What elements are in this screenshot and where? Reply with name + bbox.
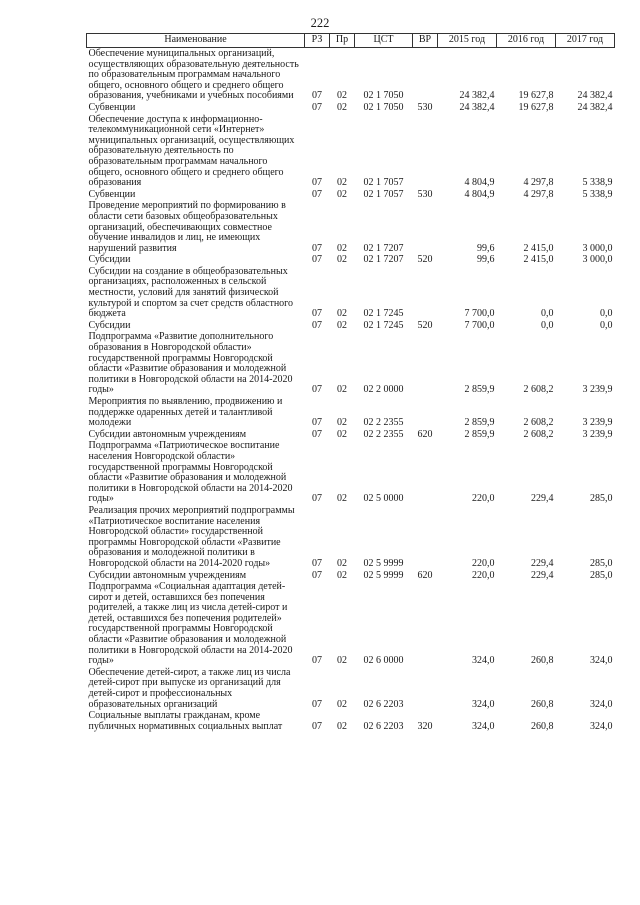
row-2017: 5 338,9 xyxy=(582,177,613,189)
table-row xyxy=(87,440,615,505)
row-2017: 324,0 xyxy=(590,655,613,667)
row-pr: 02 xyxy=(337,698,347,710)
row-2015: 220,0 xyxy=(472,493,495,505)
row-name: Обеспечение детей-сирот, а также лиц из числа детей-сирот при выпуске из организаций для детей-сирот и профессиональных образовательных организаций xyxy=(88,666,291,710)
row-2015: 99,6 xyxy=(477,242,495,254)
budget-table xyxy=(86,33,615,732)
page-number: 222 xyxy=(310,16,330,30)
row-rz: 07 xyxy=(312,557,322,569)
column-header-pr: Пр xyxy=(330,34,355,48)
column-header-2017: 2017 год xyxy=(556,34,615,48)
row-name: Субсидии автономным учреждениям xyxy=(88,569,247,581)
row-cst: 02 6 2203 xyxy=(363,720,404,732)
row-vr xyxy=(413,667,438,710)
column-header-cst: ЦСТ xyxy=(355,34,413,48)
row-2015: 2 859,9 xyxy=(464,384,495,396)
row-cst: 02 1 7245 xyxy=(363,308,404,320)
row-2015: 2 859,9 xyxy=(464,417,495,429)
row-rz: 07 xyxy=(312,188,322,200)
table-row xyxy=(87,570,615,582)
row-2015: 324,0 xyxy=(472,720,495,732)
row-2015: 2 859,9 xyxy=(464,428,495,440)
row-cst: 02 2 2355 xyxy=(363,417,404,429)
row-rz: 07 xyxy=(312,101,322,113)
row-cst: 02 5 9999 xyxy=(363,557,404,569)
row-name: Мероприятия по выявлению, продвижению и поддержке одаренных детей и талантливой молодежи xyxy=(88,396,283,429)
row-2016: 4 297,8 xyxy=(523,177,554,189)
row-rz: 07 xyxy=(312,428,322,440)
row-pr: 02 xyxy=(337,428,347,440)
row-rz: 07 xyxy=(312,319,322,331)
row-name: Обеспечение доступа к информационно-телекоммуникационной сети «Интернет» муниципальных организаций, осуществляющих образовательную деятельность по образовательным программам начального общего, основного общего и среднего общего образования xyxy=(88,113,295,189)
row-cst: 02 1 7245 xyxy=(363,319,404,331)
row-name: Субсидии xyxy=(88,319,131,331)
row-2017: 5 338,9 xyxy=(582,188,613,200)
row-2017: 0,0 xyxy=(600,308,613,320)
row-vr xyxy=(413,440,438,505)
row-2017: 3 239,9 xyxy=(582,428,613,440)
row-vr: 620 xyxy=(417,428,433,440)
column-header-name: Наименование xyxy=(87,34,305,48)
table-row xyxy=(87,189,615,201)
row-name: Субсидии xyxy=(88,254,131,266)
row-2017: 24 382,4 xyxy=(577,101,613,113)
row-2015: 220,0 xyxy=(472,557,495,569)
row-2016: 260,8 xyxy=(531,655,554,667)
row-vr xyxy=(413,331,438,396)
row-vr xyxy=(413,396,438,429)
row-2016: 0,0 xyxy=(541,319,554,331)
row-pr: 02 xyxy=(337,254,347,266)
row-2017: 324,0 xyxy=(590,720,613,732)
row-2016: 229,4 xyxy=(531,493,554,505)
row-2015: 24 382,4 xyxy=(459,90,495,102)
row-rz: 07 xyxy=(312,384,322,396)
row-rz: 07 xyxy=(312,493,322,505)
row-vr xyxy=(413,581,438,667)
row-cst: 02 5 0000 xyxy=(363,493,404,505)
row-cst: 02 1 7207 xyxy=(363,254,404,266)
row-name: Субвенции xyxy=(88,101,136,113)
row-vr xyxy=(413,48,438,102)
row-cst: 02 2 0000 xyxy=(363,384,404,396)
row-pr: 02 xyxy=(337,101,347,113)
row-rz: 07 xyxy=(312,655,322,667)
column-header-vr: ВР xyxy=(413,34,438,48)
row-2017: 285,0 xyxy=(590,557,613,569)
row-vr xyxy=(413,114,438,189)
column-header-2016: 2016 год xyxy=(497,34,556,48)
row-vr: 530 xyxy=(417,188,433,200)
row-2017: 3 000,0 xyxy=(582,254,613,266)
row-name: Подпрограмма «Развитие дополнительного образования в Новгородской области» государственной программы Новгородской области «Развитие образования и молодежной политики в Новгородской области на 2014-2020 годы» xyxy=(88,331,293,396)
table-row xyxy=(87,266,615,320)
row-2016: 19 627,8 xyxy=(518,90,554,102)
row-2015: 324,0 xyxy=(472,698,495,710)
row-cst: 02 2 2355 xyxy=(363,428,404,440)
row-pr: 02 xyxy=(337,319,347,331)
row-pr: 02 xyxy=(337,417,347,429)
table-row xyxy=(87,48,615,102)
row-pr: 02 xyxy=(337,569,347,581)
row-2017: 3 239,9 xyxy=(582,384,613,396)
row-2016: 2 608,2 xyxy=(523,417,554,429)
row-vr: 620 xyxy=(417,569,433,581)
row-cst: 02 1 7057 xyxy=(363,177,404,189)
row-pr: 02 xyxy=(337,384,347,396)
row-2017: 324,0 xyxy=(590,698,613,710)
row-2016: 0,0 xyxy=(541,308,554,320)
row-cst: 02 6 0000 xyxy=(363,655,404,667)
row-name: Субсидии автономным учреждениям xyxy=(88,428,247,440)
row-cst: 02 1 7057 xyxy=(363,188,404,200)
row-vr: 530 xyxy=(417,101,433,113)
table-header-row xyxy=(87,34,615,48)
row-2016: 2 415,0 xyxy=(523,254,554,266)
column-header-2015: 2015 год xyxy=(438,34,497,48)
table-row xyxy=(87,320,615,332)
row-pr: 02 xyxy=(337,493,347,505)
table-row xyxy=(87,429,615,441)
row-pr: 02 xyxy=(337,655,347,667)
row-2017: 3 000,0 xyxy=(582,242,613,254)
row-2016: 260,8 xyxy=(531,720,554,732)
row-pr: 02 xyxy=(337,188,347,200)
row-2016: 260,8 xyxy=(531,698,554,710)
row-2016: 229,4 xyxy=(531,569,554,581)
row-pr: 02 xyxy=(337,177,347,189)
row-2017: 3 239,9 xyxy=(582,417,613,429)
table-row xyxy=(87,331,615,396)
row-2016: 19 627,8 xyxy=(518,101,554,113)
row-2016: 2 608,2 xyxy=(523,384,554,396)
row-vr xyxy=(413,200,438,254)
row-rz: 07 xyxy=(312,569,322,581)
row-2015: 4 804,9 xyxy=(464,177,495,189)
row-cst: 02 1 7050 xyxy=(363,101,404,113)
row-pr: 02 xyxy=(337,557,347,569)
row-2015: 4 804,9 xyxy=(464,188,495,200)
row-vr: 520 xyxy=(417,319,433,331)
row-2015: 7 700,0 xyxy=(464,308,495,320)
table-row xyxy=(87,710,615,732)
table-row xyxy=(87,396,615,429)
row-rz: 07 xyxy=(312,417,322,429)
table-row xyxy=(87,667,615,710)
row-cst: 02 1 7207 xyxy=(363,242,404,254)
row-2016: 2 608,2 xyxy=(523,428,554,440)
row-name: Обеспечение муниципальных организаций, осуществляющих образовательную деятельность по образовательным программам начального общего, основного общего и среднего общего образования, учебниками и учебных пособиями xyxy=(88,48,299,102)
row-rz: 07 xyxy=(312,177,322,189)
row-pr: 02 xyxy=(337,90,347,102)
table-row xyxy=(87,581,615,667)
row-vr: 520 xyxy=(417,254,433,266)
row-pr: 02 xyxy=(337,720,347,732)
row-rz: 07 xyxy=(312,90,322,102)
row-name: Подпрограмма «Социальная адаптация детей-сирот и детей, оставшихся без попечения родителей, а также лиц из числа детей-сирот и детей, оставшихся без попечения родителей» государственной программы Новгородской области «Развитие образования и молодежной политики в Новгородской области на 2014-2020 годы» xyxy=(88,581,293,667)
row-name: Реализация прочих мероприятий подпрограммы «Патриотическое воспитание населения Новгородской области» государственной программы Новгородской области «Развитие образования и молодежной политики в Новгородской области на 2014-2020 годы» xyxy=(88,504,295,569)
row-2015: 324,0 xyxy=(472,655,495,667)
row-vr xyxy=(413,266,438,320)
row-2017: 0,0 xyxy=(600,319,613,331)
column-header-rz: РЗ xyxy=(305,34,330,48)
row-cst: 02 6 2203 xyxy=(363,698,404,710)
row-pr: 02 xyxy=(337,242,347,254)
row-cst: 02 1 7050 xyxy=(363,90,404,102)
row-2016: 2 415,0 xyxy=(523,242,554,254)
row-name: Субсидии на создание в общеобразовательных организациях, расположенных в сельской местности, условий для занятий физической культурой и спортом за счет средств областного бюджета xyxy=(88,265,294,320)
row-2015: 7 700,0 xyxy=(464,319,495,331)
row-rz: 07 xyxy=(312,242,322,254)
row-rz: 07 xyxy=(312,698,322,710)
row-2017: 285,0 xyxy=(590,493,613,505)
row-rz: 07 xyxy=(312,720,322,732)
row-2015: 99,6 xyxy=(477,254,495,266)
row-name: Проведение мероприятий по формированию в области сети базовых общеобразовательных организаций, обеспечивающих совместное обучение инвалидов и лиц, не имеющих нарушений развития xyxy=(88,200,286,254)
row-2017: 285,0 xyxy=(590,569,613,581)
row-rz: 07 xyxy=(312,254,322,266)
table-row xyxy=(87,254,615,266)
row-name: Субвенции xyxy=(88,188,136,200)
table-row xyxy=(87,114,615,189)
row-2016: 229,4 xyxy=(531,557,554,569)
table-row xyxy=(87,200,615,254)
row-vr xyxy=(413,505,438,570)
row-2015: 24 382,4 xyxy=(459,101,495,113)
row-2015: 220,0 xyxy=(472,569,495,581)
row-rz: 07 xyxy=(312,308,322,320)
table-row xyxy=(87,505,615,570)
row-2016: 4 297,8 xyxy=(523,188,554,200)
row-2017: 24 382,4 xyxy=(577,90,613,102)
row-pr: 02 xyxy=(337,308,347,320)
row-name: Социальные выплаты гражданам, кроме публичных нормативных социальных выплат xyxy=(88,710,283,732)
row-name: Подпрограмма «Патриотическое воспитание населения Новгородской области» государственной программы Новгородской области «Развитие образования и молодежной политики в Новгородской области на 2014-2020 годы» xyxy=(88,440,293,505)
table-row xyxy=(87,102,615,114)
row-cst: 02 5 9999 xyxy=(363,569,404,581)
row-vr: 320 xyxy=(417,720,433,732)
